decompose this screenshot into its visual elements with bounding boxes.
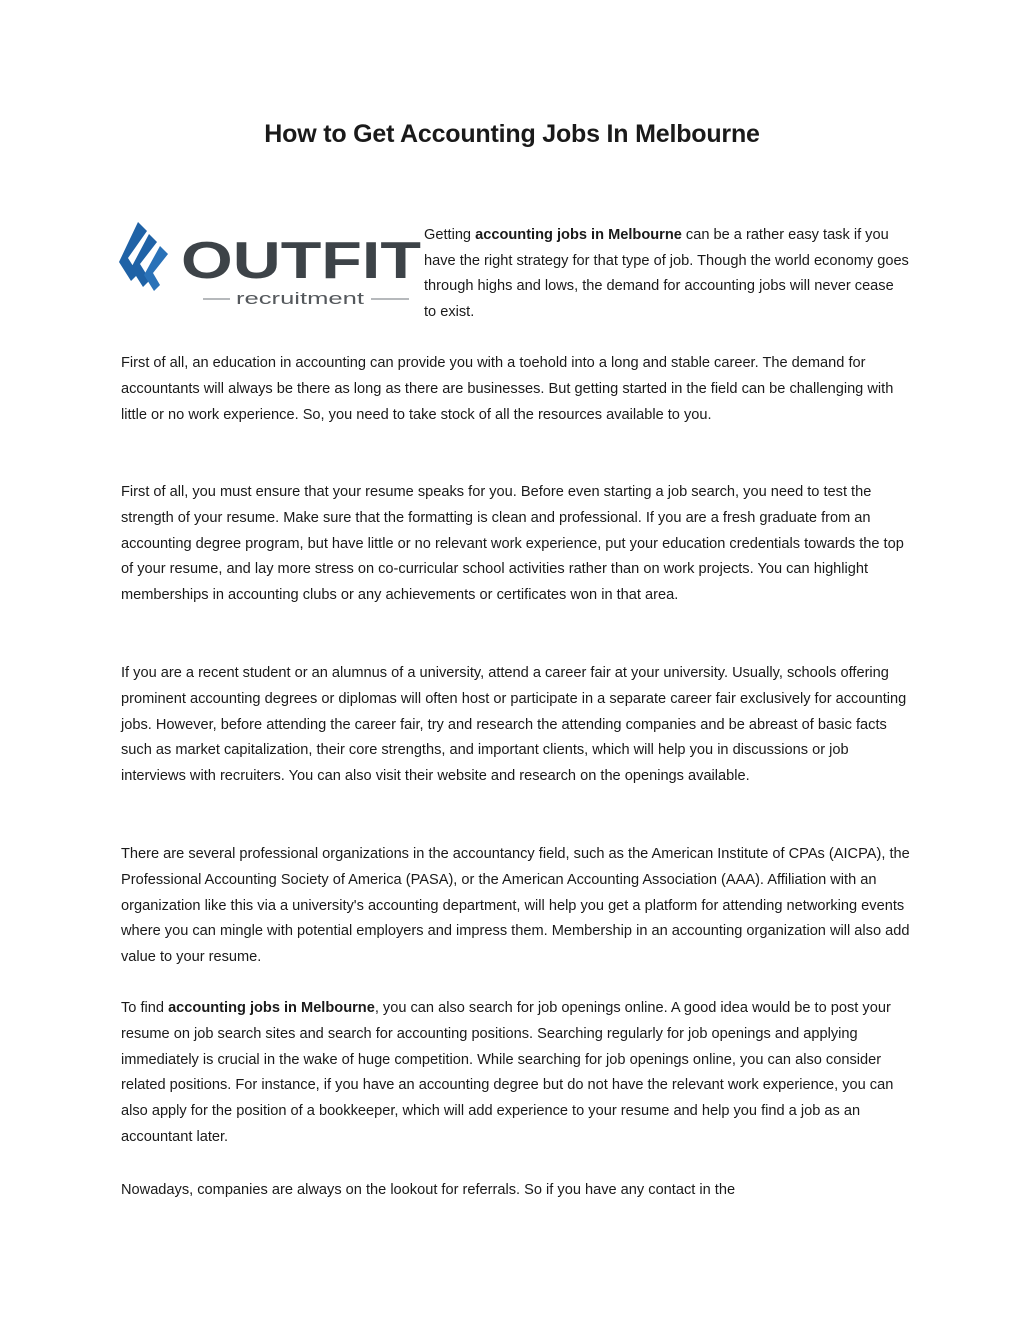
blue-diagonal-stripes-icon bbox=[119, 222, 168, 291]
outfit-recruitment-logo bbox=[119, 218, 421, 310]
paragraph-resume: First of all, you must ensure that your resume speaks for you. Before even starting a job search, you need to test the strength of your resume. Make sure that the formatting is clean and professional. If you are a fresh graduate from an accounting degree program, but have little or no relevant work experience, put your education credentials towards the top of your resume, and lay more stress on co-curricular school activities rather than on work projects. You can highlight memberships in accounting clubs or any achievements or certificates won in that area. bbox=[121, 484, 904, 604]
paragraph-organizations: There are several professional organizations in the accountancy field, such as the American Institute of CPAs (AICPA), the Professional Accounting Society of America (PASA), or the American Accounting Association (AAA). Affiliation with an organization like this via a university's accounting department, will help you get a platform for attending networking events where you can mingle with potential employers and impress them. Membership in an accounting organization will also add value to your resume. bbox=[121, 846, 910, 966]
logo-brand-text: OUTFIT bbox=[181, 232, 421, 290]
logo-graphic bbox=[119, 218, 421, 310]
page-title: How to Get Accounting Jobs In Melbourne bbox=[264, 120, 760, 148]
paragraph-online-search: To find accounting jobs in Melbourne, you can also search for job openings online. A good idea would be to post your resume on job search sites and search for accounting positions. Searching regularly for job openings and applying immediately is crucial in the wake of huge competition. While searching for job openings online, you can also consider related positions. For instance, if you have an accounting degree but do not have the relevant work experience, you can also apply for the position of a bookkeeper, which will add experience to your resume and help you find a job as an accountant later. bbox=[121, 1000, 894, 1145]
paragraph-education: First of all, an education in accounting can provide you with a toehold into a long and stable career. The demand for accountants will always be there as long as there are businesses. But getting started in the field can be challenging with little or no work experience. So, you need to take stock of all the resources available to you. bbox=[121, 355, 894, 423]
paragraph-referrals: Nowadays, companies are always on the lookout for referrals. So if you have any contact in the bbox=[121, 1182, 736, 1198]
keyword-bold: accounting jobs in Melbourne bbox=[168, 1000, 375, 1016]
intro-paragraph: Getting accounting jobs in Melbourne can be a rather easy task if you have the right strategy for that type of job. Though the world economy goes through highs and lows, the demand for accounting jobs will never cease to exist. bbox=[424, 227, 909, 320]
logo-tagline-text: recruitment bbox=[236, 289, 365, 308]
keyword-bold: accounting jobs in Melbourne bbox=[475, 227, 682, 243]
paragraph-career-fair: If you are a recent student or an alumnus of a university, attend a career fair at your university. Usually, schools offering prominent accounting degrees or diplomas will often host or participate in a separate career fair exclusively for accounting jobs. However, before attending the career fair, try and research the attending companies and be abreast of basic facts such as market capitalization, their core strengths, and important clients, which will help you in discussions or job interviews with recruiters. You can also visit their website and research on the openings available. bbox=[121, 665, 907, 785]
